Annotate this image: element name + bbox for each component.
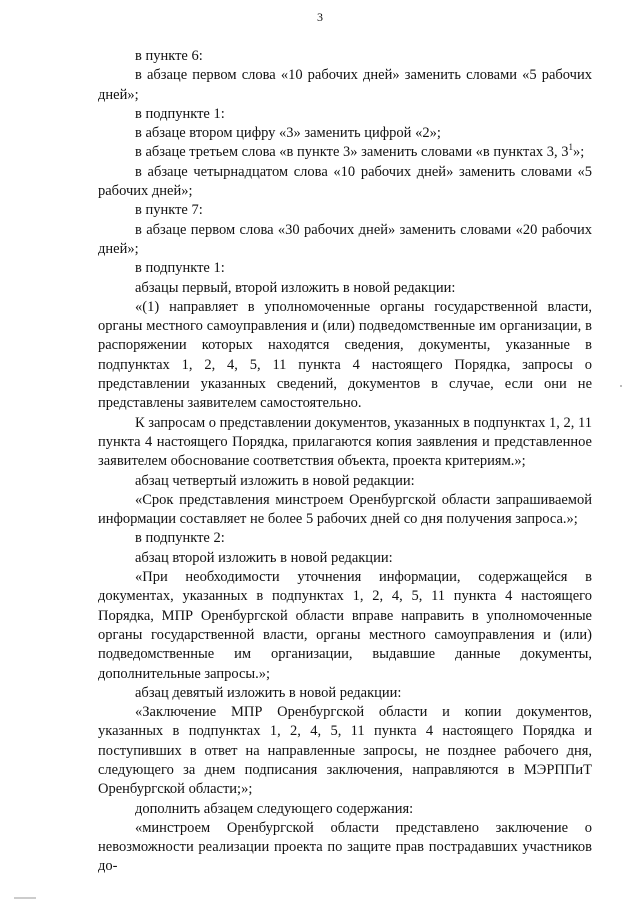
paragraph: «Заключение МПР Оренбургской области и копии документов, указанных в подпунктах 1, 2, 4, 5, 11 пункта 4 настоящего Порядка и поступивших в ответ на направленные запросы, не позднее рабочего дня, следующего за днем подписания заключения, направляются в МЭРППиТ Оренбургской области;»; <box>98 704 592 798</box>
document-body <box>98 47 592 877</box>
paragraph: абзац второй изложить в новой редакции: <box>135 549 393 566</box>
paragraph-text-after: »; <box>573 144 585 161</box>
superscript-marker: 1 <box>568 142 574 153</box>
paragraph: дополнить абзацем следующего содержания: <box>135 800 414 817</box>
paragraph: в пункте 7: <box>135 202 203 219</box>
scan-artifact <box>620 385 622 387</box>
paragraph: абзац девятый изложить в новой редакции: <box>135 684 402 701</box>
paragraph: абзац четвертый изложить в новой редакции: <box>135 472 415 489</box>
page-number: 3 <box>317 10 323 24</box>
paragraph: «(1) направляет в уполномоченные органы государственной власти, органы местного самоуправления и (или) подведомственные им организации, в распоряжении которых находятся сведения, документы, указанные в подпунктах 1, 2, 4, 5, 11 пункта 4 настоящего Порядка, запросы о представлении указанных сведений, документов в случае, если они не представлены заявителем самостоятельно. <box>98 298 592 412</box>
paragraph: «минстроем Оренбургской области представлено заключение о невозможности реализации проекта по защите прав пострадавших участников до- <box>98 819 592 875</box>
paragraph: «При необходимости уточнения информации, содержащейся в документах, указанных в подпунктах 1, 2, 4, 5, 11 пункта 4 настоящего Порядка, МПР Оренбургской области вправе направить в уполномоченные органы государственной власти, органы местного самоуправления и (или) подведомственные им организации, выдавшие данные документы, дополнительные запросы.»; <box>98 569 592 682</box>
paragraph: «Срок представления минстроем Оренбургской области запрашиваемой информации составляет не более 5 рабочих дней со дня получения запроса.»; <box>98 491 592 528</box>
paragraph: в абзаце четырнадцатом слова «10 рабочих дней» заменить словами «5 рабочих дней»; <box>98 163 592 200</box>
paragraph-with-superscript <box>98 143 592 162</box>
paragraph: в абзаце первом слова «30 рабочих дней» заменить словами «20 рабочих дней»; <box>98 221 592 257</box>
paragraph: в подпункте 1: <box>135 105 225 122</box>
paragraph: в подпункте 2: <box>135 530 225 547</box>
paragraph: в абзаце втором цифру «3» заменить цифрой «2»; <box>135 125 441 142</box>
paragraph: в пункте 6: <box>135 48 203 64</box>
paragraph: в абзаце первом слова «10 рабочих дней» заменить словами «5 рабочих дней»; <box>98 67 592 103</box>
paragraph: в подпункте 1: <box>135 260 225 277</box>
paragraph-text-before: в абзаце третьем слова «в пункте 3» заменить словами «в пунктах 3, 3 <box>135 144 569 161</box>
scan-artifact <box>14 897 36 899</box>
paragraph: абзацы первый, второй изложить в новой редакции: <box>135 279 456 296</box>
paragraph: К запросам о представлении документов, указанных в подпунктах 1, 2, 11 пункта 4 настоящего Порядка, прилагаются копия заявления и представленное заявителем обоснование соответствия объекта, проекта критериям.»; <box>98 414 592 470</box>
